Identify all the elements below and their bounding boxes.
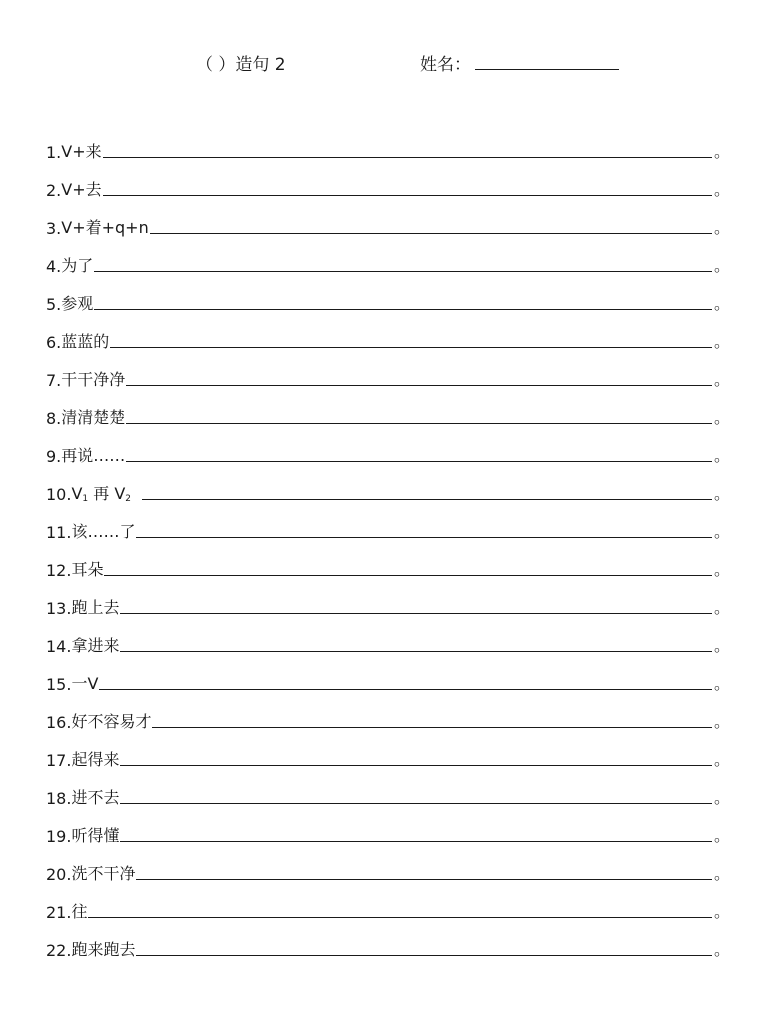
list-item <box>46 124 731 162</box>
item-number: 10. <box>46 485 72 504</box>
answer-line[interactable] <box>104 574 712 576</box>
item-prompt: 参观 <box>61 294 94 313</box>
name-label: 姓名： <box>420 55 471 75</box>
item-period: 。 <box>714 484 731 503</box>
item-number: 20. <box>46 865 72 884</box>
item-prompt: 一V <box>71 674 99 693</box>
answer-line[interactable] <box>94 308 712 310</box>
item-prompt: 跑来跑去 <box>71 940 136 959</box>
answer-line[interactable] <box>88 916 712 918</box>
item-prompt: 进不去 <box>71 788 120 807</box>
worksheet-title: （ ）造句 2 <box>196 55 286 75</box>
answer-line[interactable] <box>120 612 712 614</box>
item-number: 7. <box>46 371 62 390</box>
item-period: 。 <box>714 598 731 617</box>
answer-line[interactable] <box>126 460 712 462</box>
item-period: 。 <box>714 180 731 199</box>
list-item <box>46 694 731 732</box>
worksheet-header <box>0 50 768 76</box>
item-number: 22. <box>46 941 72 960</box>
item-number: 13. <box>46 599 72 618</box>
item-period: 。 <box>714 750 731 769</box>
item-number: 11. <box>46 523 72 542</box>
item-number: 12. <box>46 561 72 580</box>
item-period: 。 <box>714 408 731 427</box>
answer-line[interactable] <box>103 156 712 158</box>
list-item <box>46 238 731 276</box>
item-number: 5. <box>46 295 62 314</box>
list-item <box>46 580 731 618</box>
item-number: 4. <box>46 257 62 276</box>
item-number: 19. <box>46 827 72 846</box>
list-item <box>46 542 731 580</box>
item-period: 。 <box>714 294 731 313</box>
list-item <box>46 808 731 846</box>
item-prompt: 洗不干净 <box>71 864 136 883</box>
answer-line[interactable] <box>110 346 712 348</box>
item-number: 9. <box>46 447 62 466</box>
answer-line[interactable] <box>136 878 712 880</box>
item-period: 。 <box>714 712 731 731</box>
item-number: 2. <box>46 181 62 200</box>
item-prompt: 起得来 <box>71 750 120 769</box>
item-prompt: V+着+q+n <box>61 218 149 237</box>
answer-line[interactable] <box>103 194 712 196</box>
item-prompt: V+来 <box>61 142 102 161</box>
answer-line[interactable] <box>142 498 712 500</box>
list-item <box>46 200 731 238</box>
answer-line[interactable] <box>152 726 712 728</box>
item-period: 。 <box>714 826 731 845</box>
item-period: 。 <box>714 636 731 655</box>
item-prompt: 好不容易才 <box>71 712 152 731</box>
name-blank-line[interactable] <box>475 53 619 70</box>
list-item <box>46 390 731 428</box>
answer-line[interactable] <box>126 384 712 386</box>
list-item <box>46 314 731 352</box>
verb-1: V <box>71 484 83 503</box>
item-period: 。 <box>714 446 731 465</box>
answer-line[interactable] <box>120 802 712 804</box>
item-period: 。 <box>714 370 731 389</box>
verb-2: V <box>114 484 126 503</box>
item-number: 18. <box>46 789 72 808</box>
item-prompt <box>71 481 141 504</box>
item-prompt: 听得懂 <box>71 826 120 845</box>
item-prompt: 清清楚楚 <box>61 408 126 427</box>
item-number: 14. <box>46 637 72 656</box>
item-period: 。 <box>714 560 731 579</box>
item-period: 。 <box>714 256 731 275</box>
list-item <box>46 162 731 200</box>
subscript-1: 1 <box>82 494 89 504</box>
list-item <box>46 466 731 504</box>
item-number: 16. <box>46 713 72 732</box>
item-period: 。 <box>714 940 731 959</box>
answer-line[interactable] <box>136 954 712 956</box>
item-number: 17. <box>46 751 72 770</box>
answer-line[interactable] <box>120 764 712 766</box>
item-prompt: 为了 <box>61 256 94 275</box>
item-prompt: 跑上去 <box>71 598 120 617</box>
answer-line[interactable] <box>126 422 712 424</box>
item-prompt: 再说…… <box>61 446 126 465</box>
list-item <box>46 352 731 390</box>
item-period: 。 <box>714 864 731 883</box>
item-period: 。 <box>714 218 731 237</box>
list-item <box>46 846 731 884</box>
answer-line[interactable] <box>94 270 712 272</box>
item-prompt: 蓝蓝的 <box>61 332 110 351</box>
list-item <box>46 770 731 808</box>
item-number: 8. <box>46 409 62 428</box>
item-prompt: 往 <box>71 902 88 921</box>
list-item <box>46 656 731 694</box>
list-item <box>46 922 731 960</box>
item-number: 3. <box>46 219 62 238</box>
student-name-field[interactable] <box>420 50 619 75</box>
list-item <box>46 618 731 656</box>
item-prompt: 拿进来 <box>71 636 120 655</box>
prompt-connector: 再 <box>88 484 115 503</box>
answer-line[interactable] <box>120 650 712 652</box>
subscript-2: 2 <box>125 494 132 504</box>
item-number: 15. <box>46 675 72 694</box>
item-prompt: 耳朵 <box>71 560 104 579</box>
item-number: 21. <box>46 903 72 922</box>
list-item <box>46 428 731 466</box>
item-prompt: 该……了 <box>71 522 136 541</box>
item-period: 。 <box>714 522 731 541</box>
list-item <box>46 884 731 922</box>
answer-line[interactable] <box>99 688 712 690</box>
list-item <box>46 504 731 542</box>
item-period: 。 <box>714 332 731 351</box>
sentence-list <box>46 124 731 960</box>
item-period: 。 <box>714 674 731 693</box>
item-period: 。 <box>714 788 731 807</box>
item-number: 6. <box>46 333 62 352</box>
list-item <box>46 732 731 770</box>
item-period: 。 <box>714 902 731 921</box>
item-period: 。 <box>714 142 731 161</box>
item-number: 1. <box>46 143 62 162</box>
answer-line[interactable] <box>150 232 712 234</box>
answer-line[interactable] <box>136 536 712 538</box>
item-prompt: 干干净净 <box>61 370 126 389</box>
item-prompt: V+去 <box>61 180 102 199</box>
answer-line[interactable] <box>120 840 712 842</box>
list-item <box>46 276 731 314</box>
